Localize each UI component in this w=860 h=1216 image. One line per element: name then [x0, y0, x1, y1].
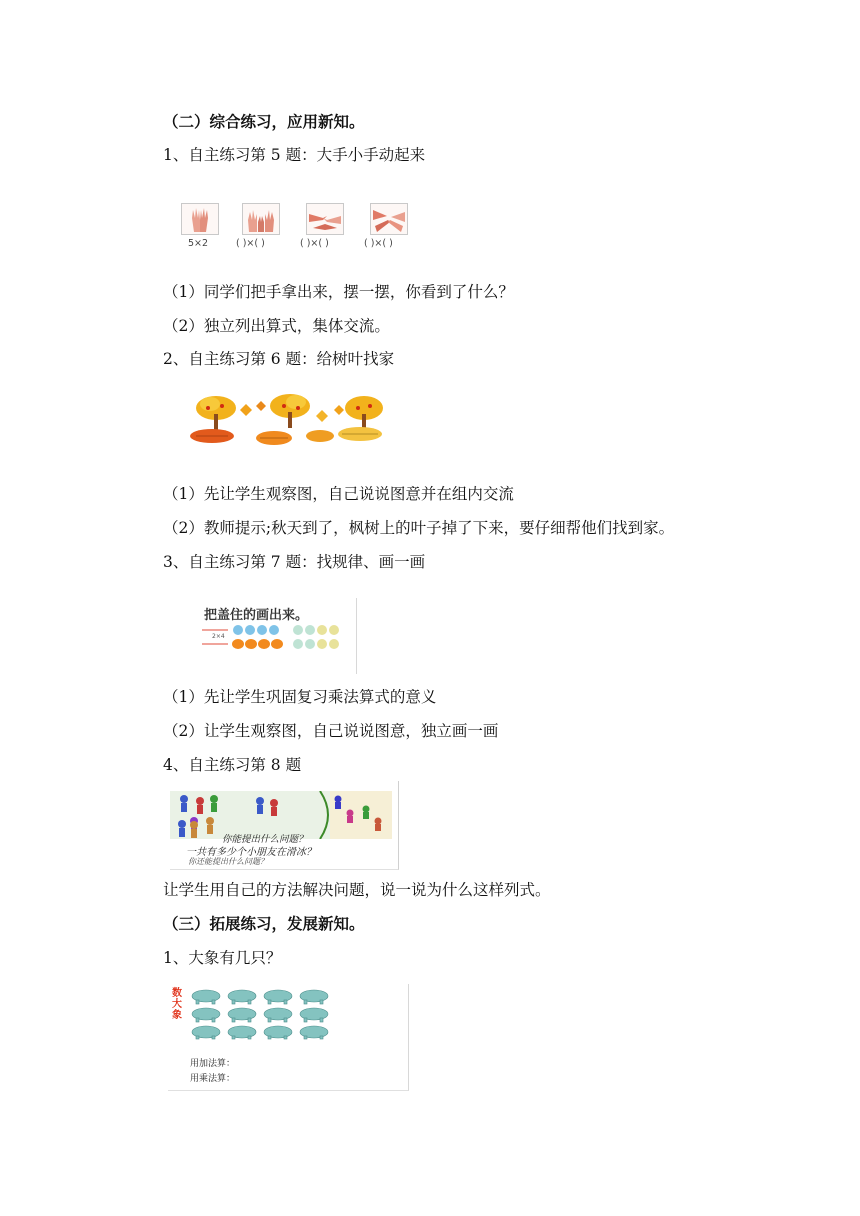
skating-question-3: 你还能提出什么问题？ [188, 857, 268, 866]
section-title-extension: （三）拓展练习，发展新知。 [163, 914, 365, 933]
hands-caption-4: ( )×( ) [364, 238, 393, 249]
exercise-3-question-1: （1）先让学生巩固复习乘法算式的意义 [163, 688, 437, 706]
section-title-consolidation: （二）综合练习，应用新知。 [163, 112, 365, 131]
exercise-2-question-1: （1）先让学生观察图，自己说说图意并在组内交流 [163, 485, 514, 503]
hands-image-2 [242, 203, 280, 235]
hands-image-4 [370, 203, 408, 235]
exercise-4-text: 让学生用自己的方法解决问题，说一说为什么这样列式。 [163, 881, 551, 899]
skating-question-1: 你能提出什么问题？ [222, 834, 308, 845]
exercise-2-question-2: （2）教师提示;秋天到了，枫树上的叶子掉了下来，要仔细帮他们找到家。 [163, 519, 675, 537]
extension-1-title: 1、大象有几只？ [163, 949, 282, 967]
exercise-1-title: 1、自主练习第 5 题：大手小手动起来 [163, 146, 426, 164]
elephants-mul-label: 用乘法算： [190, 1074, 236, 1084]
exercise-3-question-2: （2）让学生观察图，自己说说图意，独立画一画 [163, 722, 499, 740]
hands-image-3 [306, 203, 344, 235]
pattern-mid-label: 2×4 [212, 633, 225, 640]
elephants-banner: 数大象 [172, 988, 182, 1021]
skating-kids-figure [170, 781, 399, 870]
exercise-1-question-2: （2）独立列出算式，集体交流。 [163, 317, 390, 335]
pattern-figure [198, 598, 357, 674]
hands-caption-1: 5×2 [188, 238, 209, 249]
exercise-4-title: 4、自主练习第 8 题 [163, 756, 302, 774]
exercise-1-question-1: （1）同学们把手拿出来，摆一摆，你看到了什么？ [163, 283, 514, 301]
hands-image-1 [181, 203, 219, 235]
elephants-figure [168, 984, 409, 1091]
elephants-add-label: 用加法算： [190, 1059, 236, 1069]
hands-caption-3: ( )×( ) [300, 238, 329, 249]
exercise-2-title: 2、自主练习第 6 题：给树叶找家 [163, 350, 395, 368]
exercise-3-title: 3、自主练习第 7 题：找规律、画一画 [163, 553, 426, 571]
pattern-title: 把盖住的画出来。 [204, 608, 309, 623]
hands-caption-2: ( )×( ) [236, 238, 265, 249]
maple-leaves-figure [188, 392, 388, 452]
skating-question-2: 一共有多少个小朋友在滑冰？ [186, 847, 316, 858]
